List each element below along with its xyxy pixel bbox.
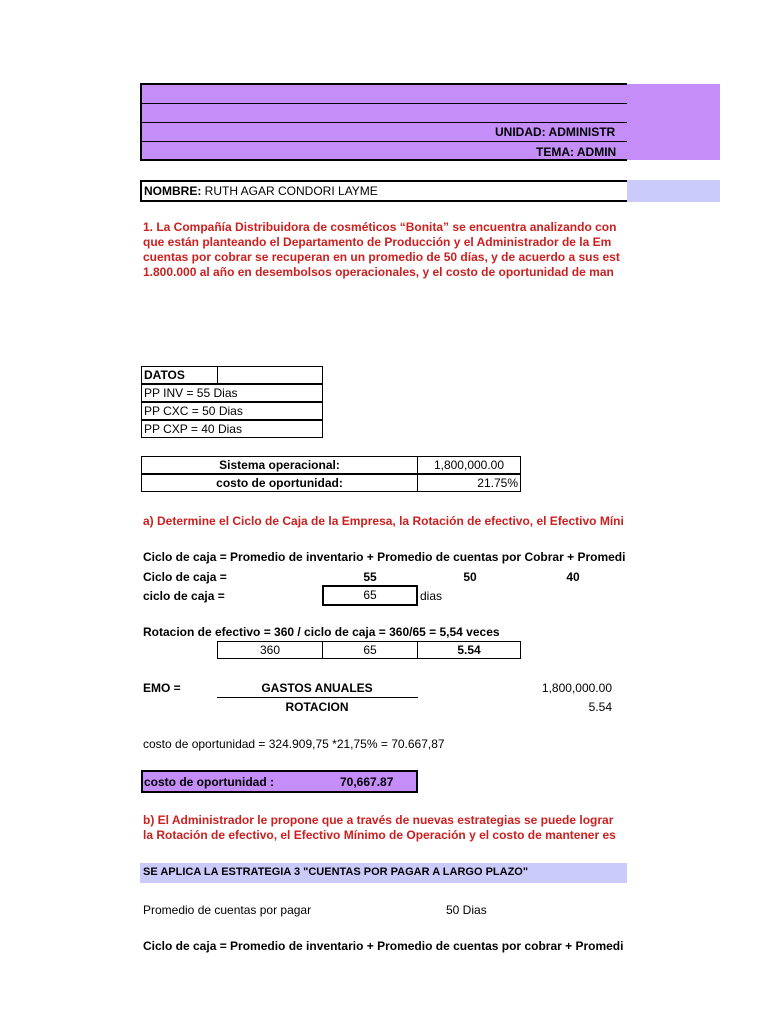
question-b-line-1: b) El Administrador le propone que a través de nuevas estrategias se puede lograr <box>143 813 614 827</box>
emo-value-2: 5.54 <box>588 700 612 714</box>
opportunity-cost-value: 21.75% <box>417 474 521 492</box>
emo-fraction-line <box>217 697 418 698</box>
rotacion-360: 360 <box>217 641 323 659</box>
ciclo2-formula: Ciclo de caja = Promedio de inventario + Promedio de cuentas por cobrar + Promedi <box>143 939 624 953</box>
costo-text: costo de oportunidad = 324.909,75 *21,75% = 70.667,87 <box>143 737 445 751</box>
datos-row-cxp: PP CXP = 40 Dias <box>141 420 323 438</box>
name-row-highlight <box>627 180 720 202</box>
rotacion-result: 5.54 <box>417 641 521 659</box>
problem-line-2: que están planteando el Departamento de Producción y el Administrador de la Em <box>143 235 612 249</box>
opportunity-cost-label: costo de oportunidad: <box>141 474 418 492</box>
datos-row-inv: PP INV = 55 Dias <box>141 384 323 402</box>
question-b-line-2: la Rotación de efectivo, el Efectivo Mínimo de Operación y el costo de mantener es <box>143 828 616 842</box>
emo-label: EMO = <box>143 681 181 695</box>
problem-line-1: 1. La Compañía Distribuidora de cosméticos “Bonita” se encuentra analizando con <box>143 220 617 234</box>
problem-line-4: 1.800.000 al año en desembolsos operacionales, y el costo de oportunidad de man <box>143 265 614 279</box>
datos-title: DATOS <box>141 366 218 384</box>
datos-row-cxc: PP CXC = 50 Dias <box>141 402 323 420</box>
header-rule-1 <box>142 103 627 104</box>
operational-value: 1,800,000.00 <box>417 456 521 474</box>
problem-line-3: cuentas por cobrar se recuperan en un promedio de 50 días, y de acuerdo a sus est <box>143 250 620 264</box>
ciclo-unit: dias <box>420 589 443 603</box>
name-field <box>144 184 378 198</box>
prom-cxp-value: 50 Dias <box>446 903 487 917</box>
header-rule-3 <box>142 141 627 142</box>
emo-value-1: 1,800,000.00 <box>541 681 612 695</box>
name-label: NOMBRE: <box>144 184 202 198</box>
name-value: RUTH AGAR CONDORI LAYME <box>204 184 378 198</box>
costo-box-label: costo de oportunidad : <box>144 775 274 789</box>
datos-title-blank <box>217 366 323 384</box>
header-topic: TEMA: ADMIN <box>536 145 617 159</box>
operational-label: Sistema operacional: <box>141 456 418 474</box>
ciclo-cxc-value: 50 <box>463 570 477 584</box>
column-clip <box>627 123 720 159</box>
header-rule-2 <box>142 122 627 123</box>
rotacion-text: Rotacion de efectivo = 360 / ciclo de caja = 360/65 = 5,54 veces <box>143 625 500 639</box>
costo-box-value: 70,667.87 <box>340 775 394 789</box>
ciclo-formula: Ciclo de caja = Promedio de inventario + Promedio de cuentas por Cobrar + Promedi <box>143 550 626 564</box>
emo-numerator: GASTOS ANUALES <box>261 681 373 695</box>
strategy-text: SE APLICA LA ESTRATEGIA 3 "CUENTAS POR PAGAR A LARGO PLAZO" <box>143 866 529 878</box>
rotacion-65: 65 <box>322 641 418 659</box>
emo-denominator: ROTACION <box>285 700 349 714</box>
header-unit: UNIDAD: ADMINISTR <box>495 125 616 139</box>
ciclo-cxp-value: 40 <box>566 570 580 584</box>
ciclo-inv-value: 55 <box>363 570 377 584</box>
ciclo-result: 65 <box>322 585 418 606</box>
ciclo-label-1: Ciclo de caja = <box>143 570 227 584</box>
question-a: a) Determine el Ciclo de Caja de la Empresa, la Rotación de efectivo, el Efectivo Míni <box>143 514 624 528</box>
prom-cxp-label: Promedio de cuentas por pagar <box>143 903 312 917</box>
ciclo-label-2: ciclo de caja = <box>143 589 225 603</box>
